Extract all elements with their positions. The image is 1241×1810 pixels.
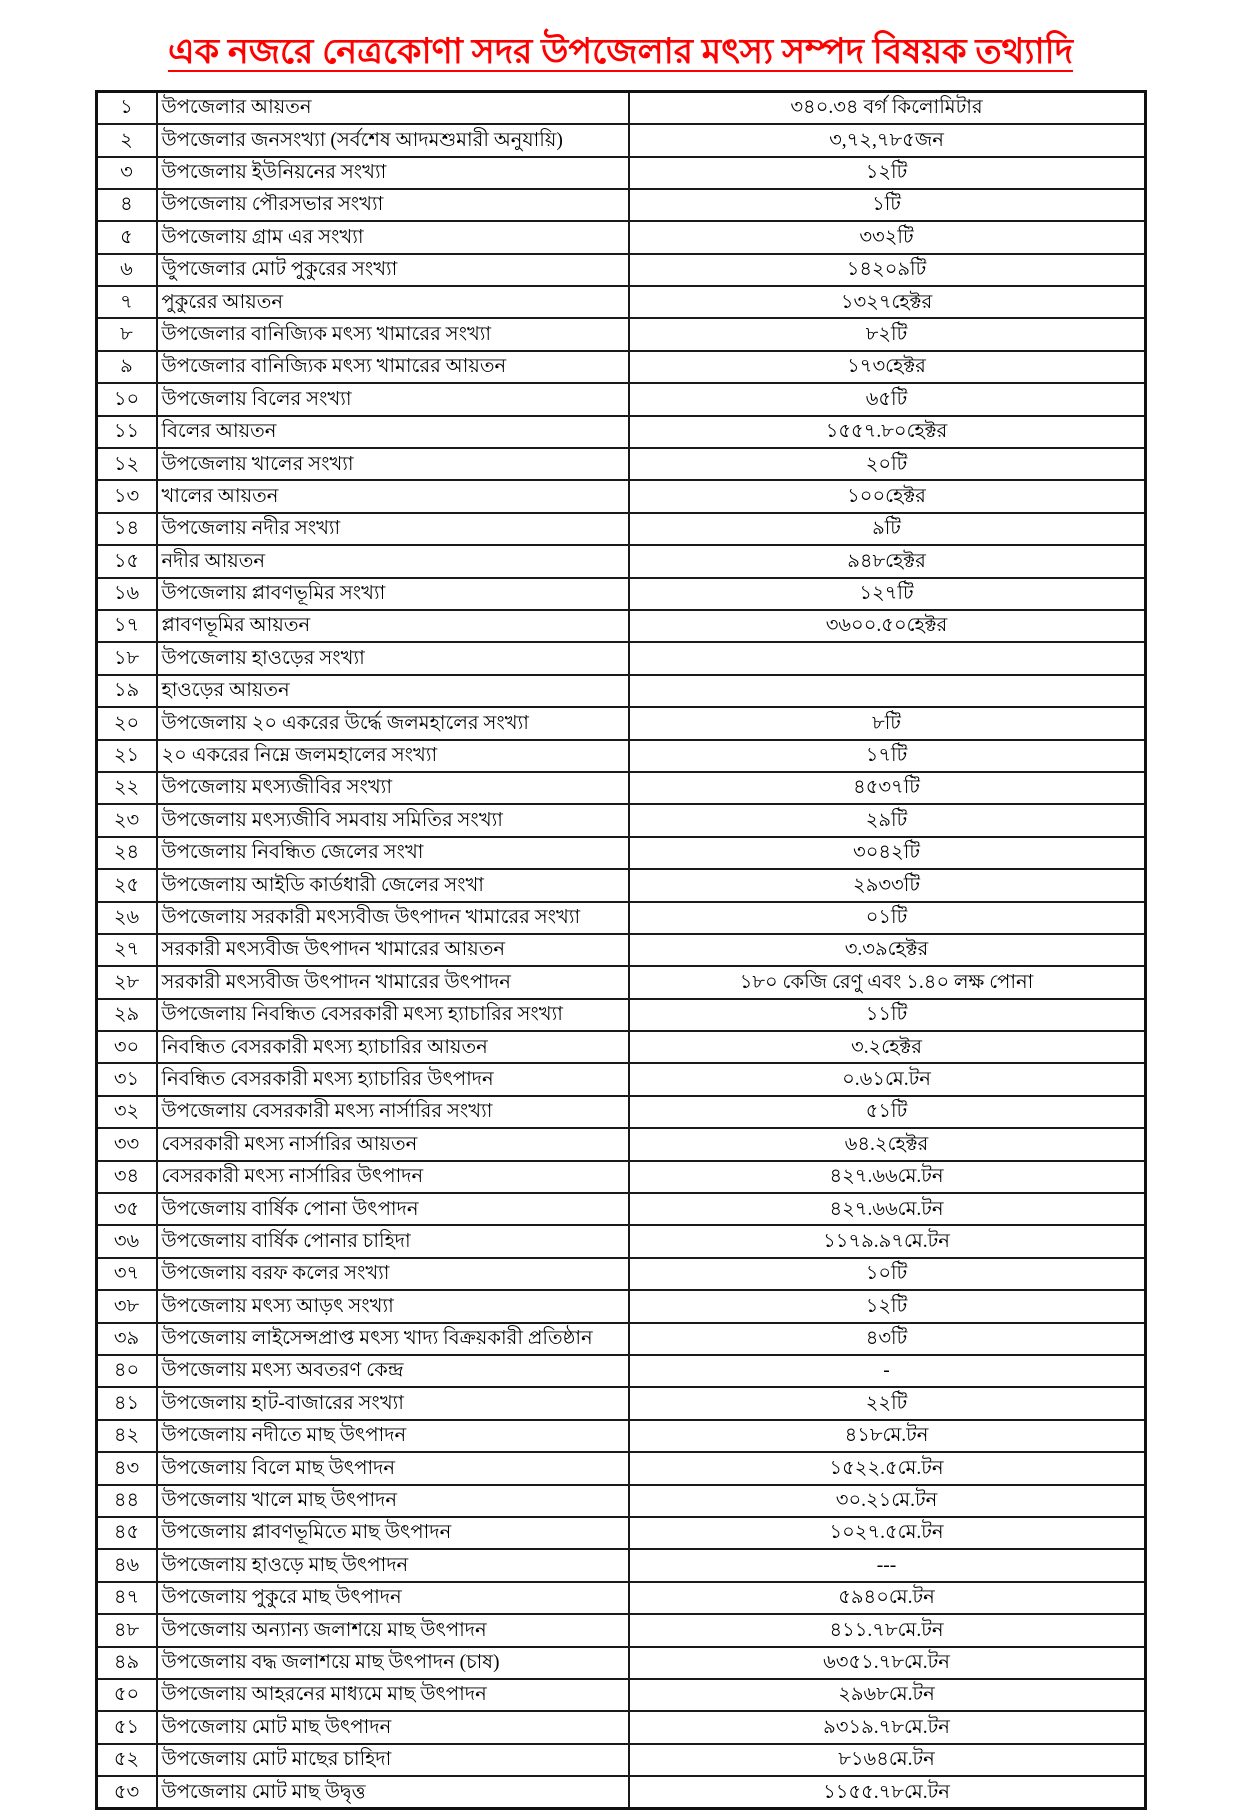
label-cell: উপজেলায় পৌরসভার সংখ্যা	[157, 189, 629, 221]
label-cell: উপজেলায় বিলে মাছ উৎপাদন	[157, 1452, 629, 1484]
table-row	[96, 740, 1145, 772]
serial-cell: ৫৩	[96, 1776, 157, 1809]
label-cell: উপজেলায় হাওড়ের সংখ্যা	[157, 642, 629, 674]
table-row	[96, 1323, 1145, 1355]
label-cell: বেসরকারী মৎস্য নার্সারির আয়তন	[157, 1128, 629, 1160]
serial-cell: ৬	[96, 254, 157, 286]
serial-cell: ১৭	[96, 610, 157, 642]
value-cell: ৩৩২টি	[629, 221, 1146, 253]
value-cell: ৬৩৫১.৭৮মে.টন	[629, 1647, 1146, 1679]
value-cell: ৪৫৩৭টি	[629, 772, 1146, 804]
value-cell	[629, 642, 1146, 674]
serial-cell: ৪৫	[96, 1517, 157, 1549]
table-row	[96, 1420, 1145, 1452]
label-cell: উপজেলায় বিলের সংখ্যা	[157, 383, 629, 415]
value-cell: ১২টি	[629, 157, 1146, 189]
label-cell: সরকারী মৎস্যবীজ উৎপাদন খামারের উৎপাদন	[157, 966, 629, 998]
value-cell: -	[629, 1355, 1146, 1387]
value-cell: ১৭টি	[629, 740, 1146, 772]
label-cell: উপজেলায় ইউনিয়নের সংখ্যা	[157, 157, 629, 189]
serial-cell: ১০	[96, 383, 157, 415]
serial-cell: ৮	[96, 318, 157, 350]
label-cell: পুকুরের আয়তন	[157, 286, 629, 318]
value-cell: ৪২৭.৬৬মে.টন	[629, 1193, 1146, 1225]
serial-cell: ৪	[96, 189, 157, 221]
label-cell: উপজেলায় পুকুরে মাছ উৎপাদন	[157, 1582, 629, 1614]
table-row	[96, 707, 1145, 739]
value-cell: ৪১১.৭৮মে.টন	[629, 1614, 1146, 1646]
label-cell: উপজেলায় আহরনের মাধ্যমে মাছ উৎপাদন	[157, 1679, 629, 1711]
fisheries-info-table	[95, 90, 1147, 1810]
serial-cell: ২১	[96, 740, 157, 772]
label-cell: উপজেলায় মোট মাছ উৎপাদন	[157, 1711, 629, 1743]
value-cell: ১৪২০৯টি	[629, 254, 1146, 286]
table-row	[96, 1549, 1145, 1581]
table-row	[96, 966, 1145, 998]
label-cell: উপজেলায় অন্যান্য জলাশয়ে মাছ উৎপাদন	[157, 1614, 629, 1646]
label-cell: নিবন্ধিত বেসরকারী মৎস্য হ্যাচারির উৎপাদন	[157, 1063, 629, 1095]
label-cell: উুপজেলার মোট পুকুরের সংখ্যা	[157, 254, 629, 286]
table-row	[96, 221, 1145, 253]
label-cell: উপজেলায় লাইসেন্সপ্রাপ্ত মৎস্য খাদ্য বিক্রয়কারী প্রতিষ্ঠান	[157, 1323, 629, 1355]
serial-cell: ২০	[96, 707, 157, 739]
serial-cell: ৪৯	[96, 1647, 157, 1679]
label-cell: উপজেলায় নিবন্ধিত বেসরকারী মৎস্য হ্যাচারির সংখ্যা	[157, 999, 629, 1031]
table-row	[96, 124, 1145, 156]
serial-cell: ১৩	[96, 480, 157, 512]
label-cell: উপজেলায় হাট-বাজারের সংখ্যা	[157, 1387, 629, 1419]
serial-cell: ৫	[96, 221, 157, 253]
serial-cell: ৩১	[96, 1063, 157, 1095]
table-row	[96, 1225, 1145, 1257]
serial-cell: ৩৬	[96, 1225, 157, 1257]
label-cell: ২০ একরের নিম্নে জলমহালের সংখ্যা	[157, 740, 629, 772]
value-cell: ৩.৩৯হেক্টর	[629, 934, 1146, 966]
label-cell: খালের আয়তন	[157, 480, 629, 512]
label-cell: বেসরকারী মৎস্য নার্সারির উৎপাদন	[157, 1161, 629, 1193]
serial-cell: ১২	[96, 448, 157, 480]
value-cell: ৩৬০০.৫০হেক্টর	[629, 610, 1146, 642]
table-row	[96, 254, 1145, 286]
label-cell: উপজেলায় নদীতে মাছ উৎপাদন	[157, 1420, 629, 1452]
table-row	[96, 383, 1145, 415]
value-cell: ১০২৭.৫মে.টন	[629, 1517, 1146, 1549]
value-cell: ৪৩টি	[629, 1323, 1146, 1355]
label-cell: উপজেলায় খালে মাছ উৎপাদন	[157, 1485, 629, 1517]
value-cell: ০১টি	[629, 902, 1146, 934]
table-row	[96, 869, 1145, 901]
serial-cell: ১৮	[96, 642, 157, 674]
serial-cell: ২৭	[96, 934, 157, 966]
label-cell: উপজেলায় প্লাবণভূমিতে মাছ উৎপাদন	[157, 1517, 629, 1549]
serial-cell: ২৬	[96, 902, 157, 934]
serial-cell: ৩৪	[96, 1161, 157, 1193]
value-cell: ৯৩১৯.৭৮মে.টন	[629, 1711, 1146, 1743]
serial-cell: ৪৩	[96, 1452, 157, 1484]
value-cell: ৬৪.২হেক্টর	[629, 1128, 1146, 1160]
table-row	[96, 448, 1145, 480]
table-row	[96, 1614, 1145, 1646]
label-cell: উপজেলায় ২০ একরের উর্দ্ধে জলমহালের সংখ্যা	[157, 707, 629, 739]
value-cell: ৫১টি	[629, 1096, 1146, 1128]
table-row	[96, 1711, 1145, 1743]
table-row	[96, 157, 1145, 189]
serial-cell: ২৪	[96, 837, 157, 869]
value-cell: ৫৯৪০মে.টন	[629, 1582, 1146, 1614]
serial-cell: ২৯	[96, 999, 157, 1031]
serial-cell: ১৬	[96, 578, 157, 610]
serial-cell: ৪৪	[96, 1485, 157, 1517]
table-row	[96, 189, 1145, 221]
label-cell: উপজেলার বানিজ্যিক মৎস্য খামারের সংখ্যা	[157, 318, 629, 350]
serial-cell: ৪৭	[96, 1582, 157, 1614]
table-row	[96, 1582, 1145, 1614]
label-cell: প্লাবণভূমির আয়তন	[157, 610, 629, 642]
table-row	[96, 999, 1145, 1031]
value-cell: ০.৬১মে.টন	[629, 1063, 1146, 1095]
serial-cell: ২	[96, 124, 157, 156]
value-cell: ৬৫টি	[629, 383, 1146, 415]
value-cell: ১০টি	[629, 1258, 1146, 1290]
value-cell: ২০টি	[629, 448, 1146, 480]
value-cell: ১৩২৭হেক্টর	[629, 286, 1146, 318]
table-row	[96, 610, 1145, 642]
value-cell: ১২৭টি	[629, 578, 1146, 610]
value-cell: ৯টি	[629, 513, 1146, 545]
table-row	[96, 1355, 1145, 1387]
serial-cell: ১১	[96, 416, 157, 448]
label-cell: উপজেলায় মোট মাছ উদ্বৃত্ত	[157, 1776, 629, 1809]
serial-cell: ৩৮	[96, 1290, 157, 1322]
document-page	[0, 30, 1241, 1803]
value-cell: ৩,৭২,৭৮৫জন	[629, 124, 1146, 156]
value-cell: ৮২টি	[629, 318, 1146, 350]
serial-cell: ৯	[96, 351, 157, 383]
table-row	[96, 286, 1145, 318]
table-row	[96, 1485, 1145, 1517]
value-cell: ২৯৬৮মে.টন	[629, 1679, 1146, 1711]
label-cell: উপজেলায় নিবন্ধিত জেলের সংখা	[157, 837, 629, 869]
value-cell: ৩০৪২টি	[629, 837, 1146, 869]
table-row	[96, 1290, 1145, 1322]
label-cell: হাওড়ের আয়তন	[157, 675, 629, 707]
table-row	[96, 1452, 1145, 1484]
label-cell: উপজেলায় মৎস্য অবতরণ কেন্দ্র	[157, 1355, 629, 1387]
serial-cell: ৩৭	[96, 1258, 157, 1290]
table-row	[96, 1063, 1145, 1095]
label-cell: উপজেলায় বদ্ধ জলাশয়ে মাছ উৎপাদন (চাষ)	[157, 1647, 629, 1679]
label-cell: বিলের আয়তন	[157, 416, 629, 448]
serial-cell: ১৫	[96, 545, 157, 577]
table-row	[96, 480, 1145, 512]
table-row	[96, 772, 1145, 804]
label-cell: উপজেলায় মৎস্যজীবি সমবায় সমিতির সংখ্যা	[157, 804, 629, 836]
table-row	[96, 1744, 1145, 1776]
serial-cell: ১৪	[96, 513, 157, 545]
value-cell: ১১টি	[629, 999, 1146, 1031]
value-cell: ১০০হেক্টর	[629, 480, 1146, 512]
value-cell: ২২টি	[629, 1387, 1146, 1419]
serial-cell: ৪০	[96, 1355, 157, 1387]
value-cell: ৩.২হেক্টর	[629, 1031, 1146, 1063]
table-row	[96, 1258, 1145, 1290]
table-row	[96, 578, 1145, 610]
serial-cell: ৪১	[96, 1387, 157, 1419]
serial-cell: ২২	[96, 772, 157, 804]
value-cell: ৪১৮মে.টন	[629, 1420, 1146, 1452]
table-row	[96, 642, 1145, 674]
table-row	[96, 837, 1145, 869]
value-cell: ৮১৬৪মে.টন	[629, 1744, 1146, 1776]
value-cell: ১৭৩হেক্টর	[629, 351, 1146, 383]
table-row	[96, 545, 1145, 577]
value-cell: ১৫২২.৫মে.টন	[629, 1452, 1146, 1484]
label-cell: উপজেলায় বরফ কলের সংখ্যা	[157, 1258, 629, 1290]
label-cell: উপজেলায় খালের সংখ্যা	[157, 448, 629, 480]
value-cell: ৩৪০.৩৪ বর্গ কিলোমিটার	[629, 91, 1146, 124]
serial-cell: ৩৫	[96, 1193, 157, 1225]
label-cell: সরকারী মৎস্যবীজ উৎপাদন খামারের আয়তন	[157, 934, 629, 966]
label-cell: উপজেলার বানিজ্যিক মৎস্য খামারের আয়তন	[157, 351, 629, 383]
serial-cell: ৩৯	[96, 1323, 157, 1355]
serial-cell: ৩৩	[96, 1128, 157, 1160]
serial-cell: ২৮	[96, 966, 157, 998]
label-cell: উপজেলায় মোট মাছের চাহিদা	[157, 1744, 629, 1776]
info-table-body	[96, 91, 1145, 1809]
value-cell: ---	[629, 1549, 1146, 1581]
label-cell: উপজেলায় মৎস্যজীবির সংখ্যা	[157, 772, 629, 804]
label-cell: উপজেলায় গ্রাম এর সংখ্যা	[157, 221, 629, 253]
table-row	[96, 1128, 1145, 1160]
value-cell: ১১৭৯.৯৭মে.টন	[629, 1225, 1146, 1257]
table-row	[96, 1679, 1145, 1711]
label-cell: উপজেলায় সরকারী মৎস্যবীজ উৎপাদন খামারের সংখ্যা	[157, 902, 629, 934]
value-cell: ১টি	[629, 189, 1146, 221]
table-row	[96, 1387, 1145, 1419]
serial-cell: ১	[96, 91, 157, 124]
value-cell: ৪২৭.৬৬মে.টন	[629, 1161, 1146, 1193]
value-cell: ১২টি	[629, 1290, 1146, 1322]
table-row	[96, 1096, 1145, 1128]
serial-cell: ৪৮	[96, 1614, 157, 1646]
table-row	[96, 902, 1145, 934]
label-cell: উপজেলার জনসংখ্যা (সর্বশেষ আদমশুমারী অনুযায়ি)	[157, 124, 629, 156]
serial-cell: ৫১	[96, 1711, 157, 1743]
table-row	[96, 1031, 1145, 1063]
table-row	[96, 1647, 1145, 1679]
table-row	[96, 1517, 1145, 1549]
label-cell: উপজেলায় বার্ষিক পোনা উৎপাদন	[157, 1193, 629, 1225]
value-cell: ১৫৫৭.৮০হেক্টর	[629, 416, 1146, 448]
table-row	[96, 1776, 1145, 1809]
table-row	[96, 804, 1145, 836]
serial-cell: ৫০	[96, 1679, 157, 1711]
serial-cell: ৩২	[96, 1096, 157, 1128]
label-cell: উপজেলায় নদীর সংখ্যা	[157, 513, 629, 545]
table-row	[96, 416, 1145, 448]
label-cell: উপজেলায় আইডি কার্ডধারী জেলের সংখা	[157, 869, 629, 901]
serial-cell: ৪৬	[96, 1549, 157, 1581]
label-cell: উপজেলায় হাওড়ে মাছ উৎপাদন	[157, 1549, 629, 1581]
value-cell: ৯৪৮হেক্টর	[629, 545, 1146, 577]
table-row	[96, 318, 1145, 350]
value-cell: ২৯৩৩টি	[629, 869, 1146, 901]
table-row	[96, 1161, 1145, 1193]
label-cell: উপজেলায় প্লাবণভূমির সংখ্যা	[157, 578, 629, 610]
value-cell: ৩০.২১মে.টন	[629, 1485, 1146, 1517]
table-row	[96, 91, 1145, 124]
serial-cell: ২৫	[96, 869, 157, 901]
value-cell: ৮টি	[629, 707, 1146, 739]
value-cell: ১৮০ কেজি রেণু এবং ১.৪০ লক্ষ পোনা	[629, 966, 1146, 998]
label-cell: নিবন্ধিত বেসরকারী মৎস্য হ্যাচারির আয়তন	[157, 1031, 629, 1063]
value-cell: ২৯টি	[629, 804, 1146, 836]
label-cell: উপজেলার আয়তন	[157, 91, 629, 124]
serial-cell: ৪২	[96, 1420, 157, 1452]
label-cell: উপজেলায় মৎস্য আড়ৎ সংখ্যা	[157, 1290, 629, 1322]
table-row	[96, 513, 1145, 545]
serial-cell: ২৩	[96, 804, 157, 836]
serial-cell: ১৯	[96, 675, 157, 707]
serial-cell: ৩০	[96, 1031, 157, 1063]
label-cell: উপজেলায় বেসরকারী মৎস্য নার্সারির সংখ্যা	[157, 1096, 629, 1128]
table-row	[96, 1193, 1145, 1225]
table-row	[96, 934, 1145, 966]
serial-cell: ৩	[96, 157, 157, 189]
serial-cell: ৭	[96, 286, 157, 318]
serial-cell: ৫২	[96, 1744, 157, 1776]
table-row	[96, 675, 1145, 707]
value-cell: ১১৫৫.৭৮মে.টন	[629, 1776, 1146, 1809]
label-cell: উপজেলায় বার্ষিক পোনার চাহিদা	[157, 1225, 629, 1257]
value-cell	[629, 675, 1146, 707]
table-row	[96, 351, 1145, 383]
label-cell: নদীর আয়তন	[157, 545, 629, 577]
page-title: এক নজরে নেত্রকোণা সদর উপজেলার মৎস্য সম্পদ বিষয়ক তথ্যাদি	[167, 32, 1074, 71]
